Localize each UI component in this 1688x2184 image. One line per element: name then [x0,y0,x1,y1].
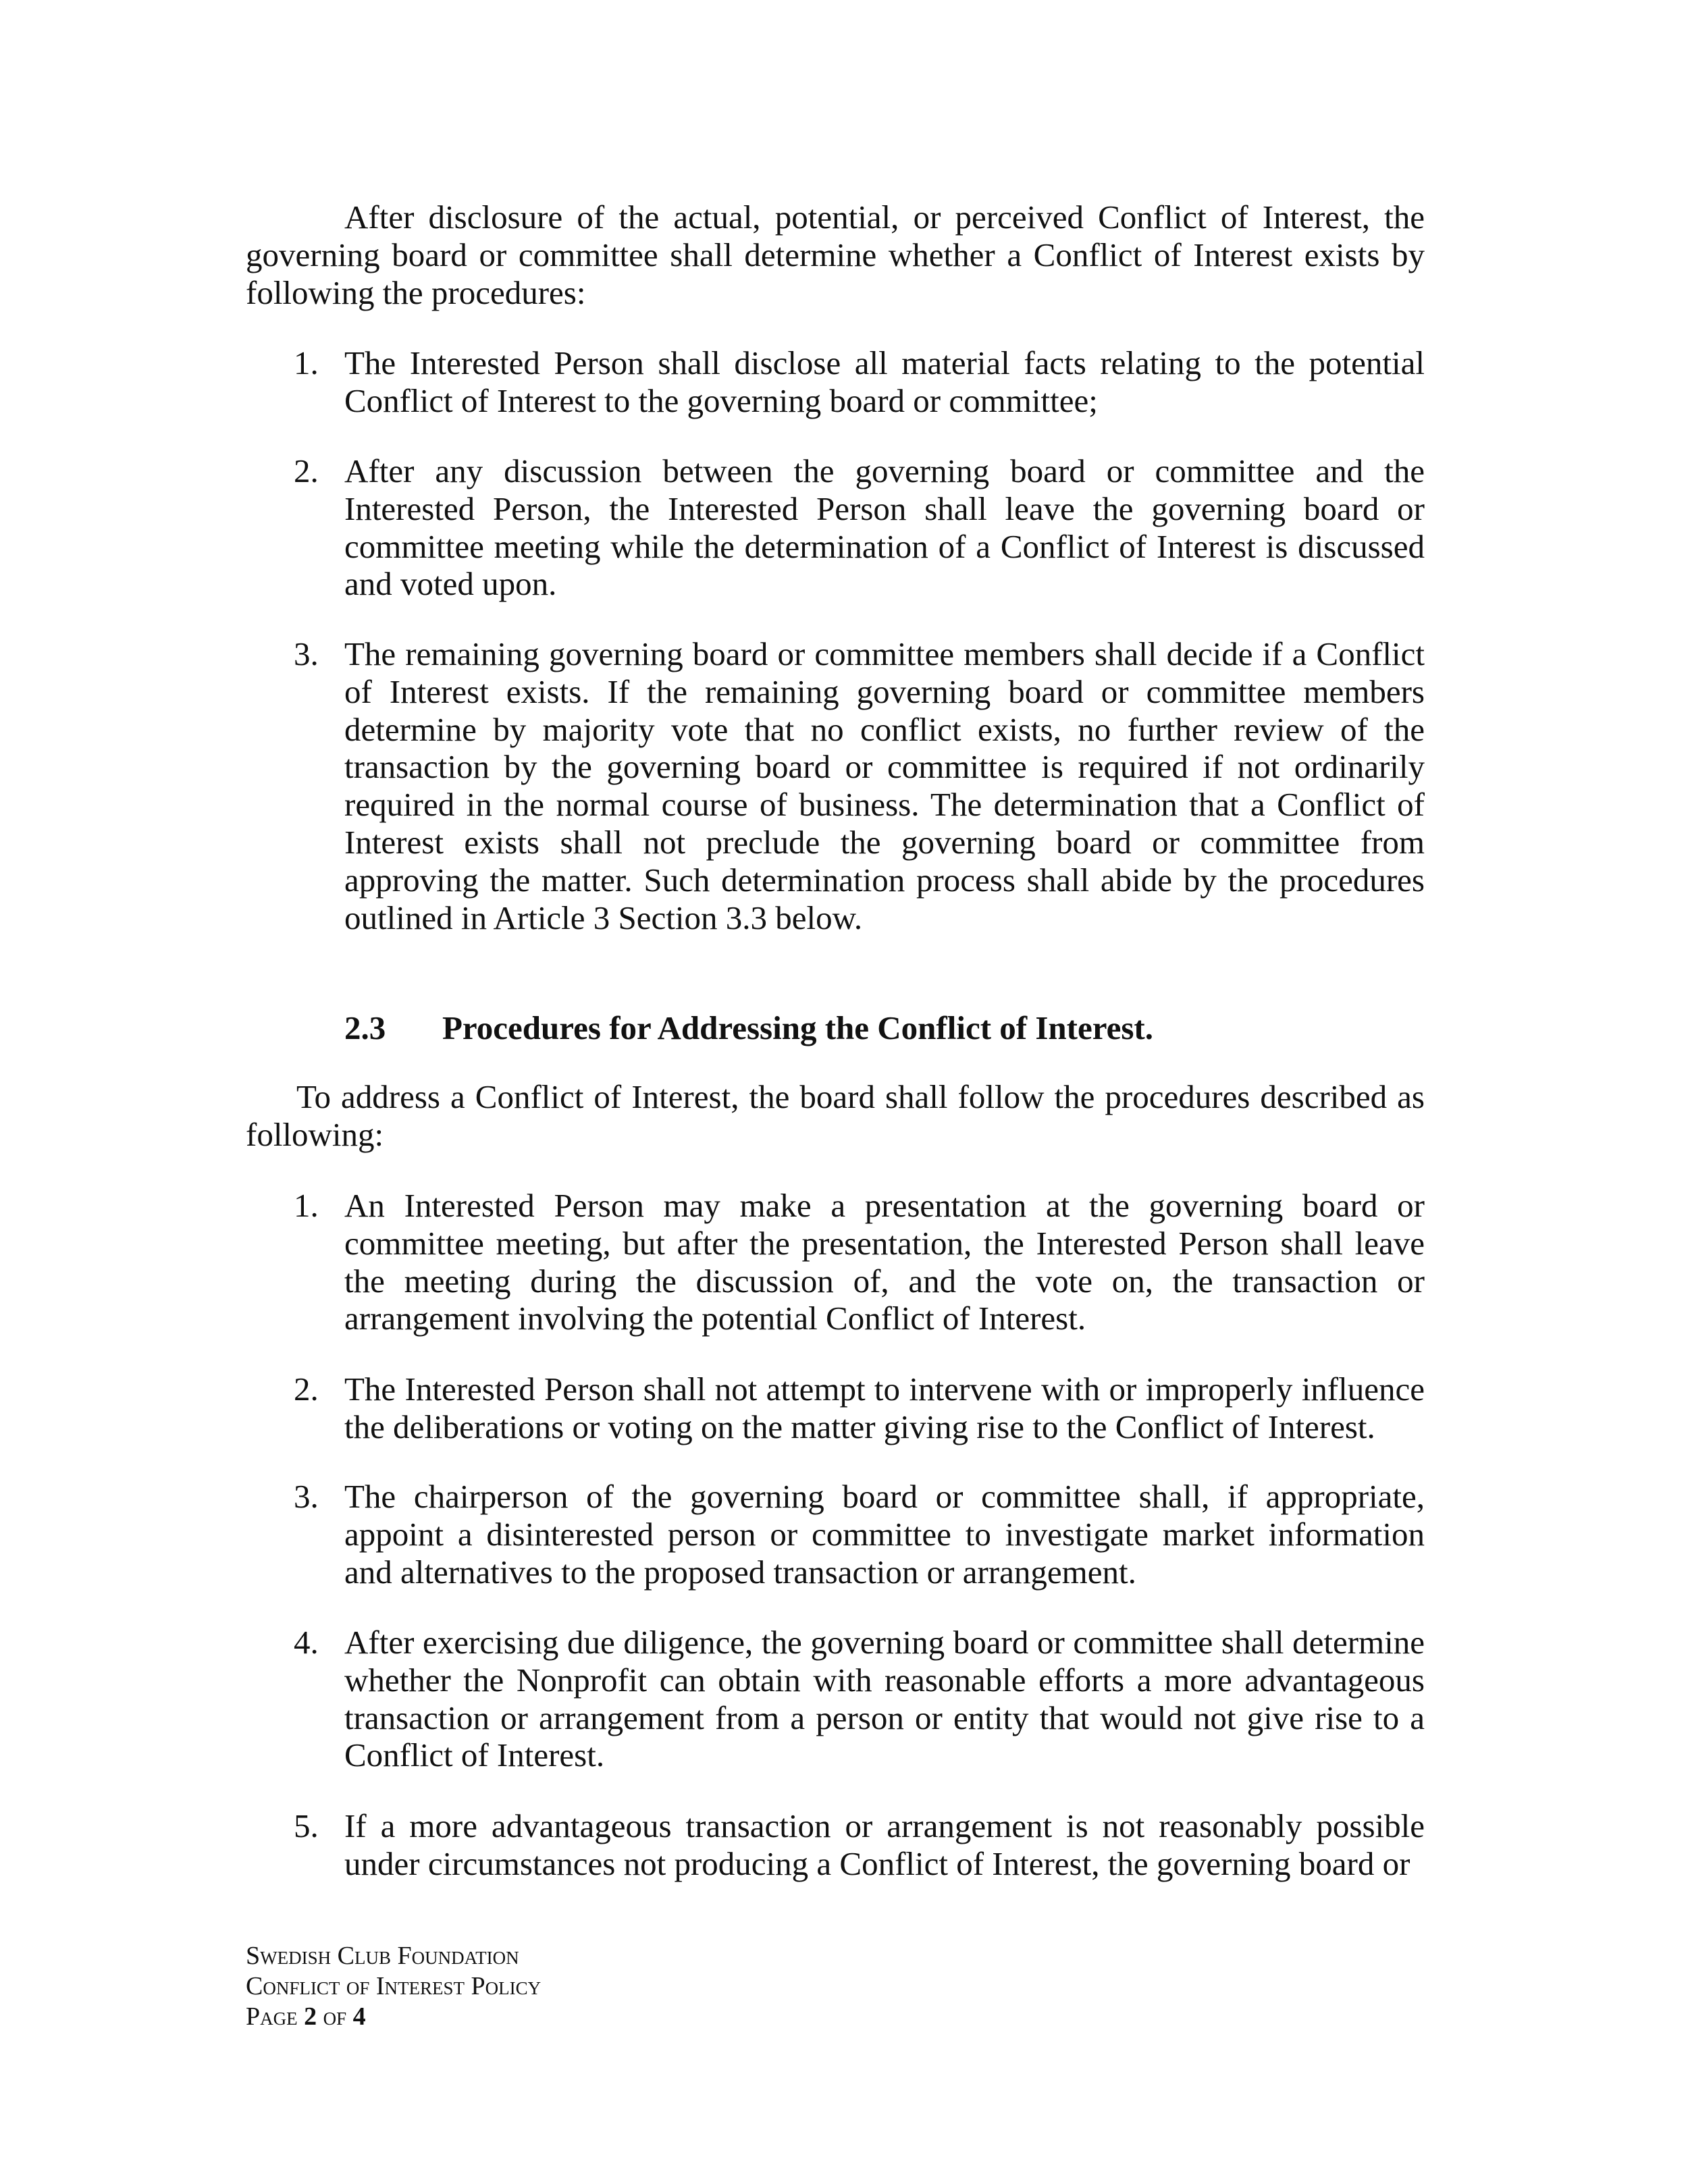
list-number: 4. [294,1624,319,1661]
page-label: Page [246,2002,298,2031]
list-text: After exercising due diligence, the governing board or committee shall determine whether the Nonprofit can obtain with reasonable efforts a more advantageous transaction or arrangement from a person or entity that would not give rise to a Conflict of Interest. [344,1624,1425,1774]
list-number: 2. [294,1370,319,1408]
section-heading [344,1009,1425,1047]
list-number: 3. [294,1478,319,1515]
list-number: 2. [294,452,319,489]
footer-page-number [246,2002,541,2032]
section-title: Procedures for Addressing the Conflict of Interest. [442,1009,1153,1046]
footer-org: Swedish Club Foundation [246,1942,519,1970]
list-number: 1. [294,1187,319,1224]
list-number: 1. [294,344,319,381]
list-item [294,344,1425,420]
list-text: An Interested Person may make a presentation at the governing board or committee meeting, but after the presentation, the Interested Person shall leave the meeting during the discussion of, and the vote on, the transaction or arrangement involving the potential Conflict of Interest. [344,1187,1425,1337]
list-item [294,1187,1425,1337]
section-number: 2.3 [344,1009,386,1046]
list-text: After any discussion between the governing board or committee and the Interested Person, the Interested Person shall leave the governing board or committee meeting while the determination of a Conflict of Interest is discussed and voted upon. [344,452,1425,603]
list-item [294,1478,1425,1591]
list-number: 5. [294,1807,319,1844]
list-item [294,1807,1425,1883]
page-of: of [323,2002,347,2031]
list-item [294,452,1425,603]
list-item [294,1624,1425,1774]
list-text: The Interested Person shall disclose all material facts relating to the potential Conflict of Interest to the governing board or committee; [344,344,1425,419]
list-item [294,1370,1425,1446]
list-text: The remaining governing board or committee members shall decide if a Conflict of Interest exists. If the remaining governing board or committee members determine by majority vote that no conflict exists, no further review of the transaction by the governing board or committee is required if not ordinarily required in the normal course of business. The determination that a Conflict of Interest exists shall not preclude the governing board or committee from approving the matter. Such determination process shall abide by the procedures outlined in Article 3 Section 3.3 below. [344,635,1425,936]
list-text: If a more advantageous transaction or arrangement is not reasonably possible under circumstances not producing a Conflict of Interest, the governing board or [344,1807,1425,1882]
list-text: The chairperson of the governing board or committee shall, if appropriate, appoint a disinterested person or committee to investigate market information and alternatives to the proposed transaction or arrangement. [344,1478,1425,1591]
footer-doc-title: Conflict of Interest Policy [246,1972,542,2000]
list-number: 3. [294,635,319,672]
page-total: 4 [352,2002,366,2031]
list-item [294,635,1425,936]
page-footer [246,1941,541,2032]
list-text: The Interested Person shall not attempt to intervene with or improperly influence the deliberations or voting on the matter giving rise to the Conflict of Interest. [344,1370,1425,1445]
page-current: 2 [304,2002,317,2031]
intro-paragraph: After disclosure of the actual, potential, or perceived Conflict of Interest, the governing board or committee shall determine whether a Conflict of Interest exists by following the procedures: [246,198,1425,311]
section-paragraph: To address a Conflict of Interest, the board shall follow the procedures described as following: [246,1078,1425,1153]
